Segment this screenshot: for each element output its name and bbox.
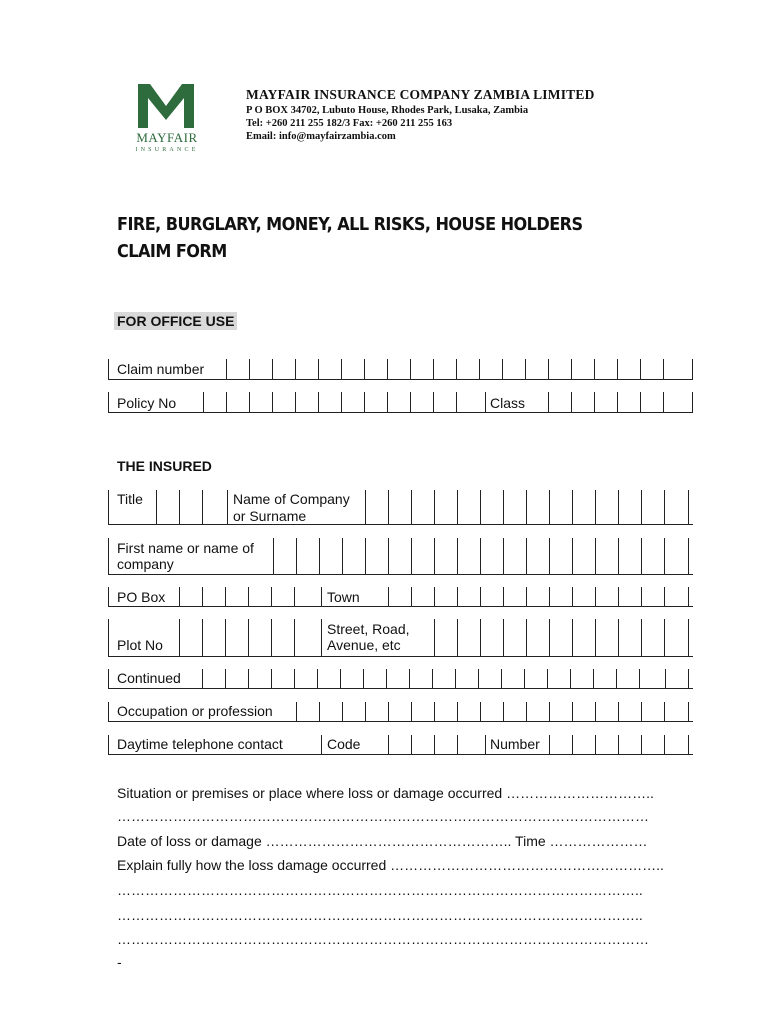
grid-cell — [457, 619, 458, 656]
grid-cell — [571, 392, 572, 412]
grid-cell — [503, 490, 504, 524]
grid-cell — [410, 359, 411, 379]
grid-cell — [411, 538, 412, 574]
mayfair-m-icon — [138, 84, 194, 128]
grid-cell — [548, 359, 549, 379]
grid-cell — [480, 490, 481, 524]
policy-no-label: Policy No — [117, 395, 177, 411]
form-title-line2: CLAIM FORM — [117, 242, 227, 262]
grid-cell — [572, 490, 573, 524]
grid-cell — [203, 392, 204, 412]
grid-cell — [595, 587, 596, 606]
grid-cell — [387, 359, 388, 379]
grid-cell — [688, 669, 689, 688]
grid-cell — [434, 538, 435, 574]
grid-cell — [202, 490, 203, 524]
mayfair-logo — [124, 84, 210, 158]
grid-cell — [364, 359, 365, 379]
grid-cell — [340, 669, 341, 688]
grid-cell — [434, 702, 435, 721]
grid-cell — [595, 490, 596, 524]
grid-cell — [641, 735, 642, 754]
code-label: Code — [327, 736, 361, 752]
first-name-label-2: company — [117, 556, 174, 572]
first-name-label-1: First name or name of — [117, 540, 254, 556]
grid-cell — [388, 490, 389, 524]
form-title-line1: FIRE, BURGLARY, MONEY, ALL RISKS, HOUSE HOLDERS — [117, 215, 583, 235]
grid-cell — [480, 619, 481, 656]
grid-cell — [663, 392, 664, 412]
grid-cell — [249, 359, 250, 379]
grid-cell — [595, 619, 596, 656]
grid-cell — [455, 669, 456, 688]
grid-cell — [295, 392, 296, 412]
grid-cell — [617, 359, 618, 379]
grid-cell — [410, 392, 411, 412]
grid-cell — [226, 359, 227, 379]
grid-cell — [503, 538, 504, 574]
company-email: Email: info@mayfairzambia.com — [246, 131, 396, 142]
grid-cell — [549, 735, 550, 754]
grid-cell — [526, 619, 527, 656]
title-label: Title — [117, 491, 143, 507]
grid-cell — [318, 359, 319, 379]
grid-cell — [595, 702, 596, 721]
grid-cell — [665, 669, 666, 688]
grid-cell — [480, 702, 481, 721]
situation-field[interactable]: Situation or premises or place where loss or damage occurred ………………………….. — [117, 785, 654, 801]
grid-cell — [225, 619, 226, 656]
grid-cell — [664, 490, 665, 524]
grid-cell — [457, 702, 458, 721]
grid-cell — [478, 669, 479, 688]
situation-field-continued[interactable]: …………………………………………………………………………………………………… — [117, 808, 649, 824]
grid-cell — [571, 359, 572, 379]
grid-cell — [549, 490, 550, 524]
town-label: Town — [327, 589, 360, 605]
po-box-label: PO Box — [117, 589, 166, 605]
occupation-label: Occupation or profession — [117, 703, 273, 719]
grid-cell — [342, 702, 343, 721]
grid-cell — [641, 619, 642, 656]
grid-cell — [457, 490, 458, 524]
grid-cell — [688, 587, 689, 606]
grid-cell — [271, 669, 272, 688]
grid-cell — [641, 702, 642, 721]
grid-cell — [618, 587, 619, 606]
grid-cell — [365, 702, 366, 721]
grid-cell — [570, 669, 571, 688]
grid-cell — [433, 359, 434, 379]
grid-cell — [225, 669, 226, 688]
grid-cell — [225, 587, 226, 606]
occupation-row[interactable] — [108, 702, 693, 722]
grid-cell — [294, 587, 295, 606]
grid-cell — [365, 538, 366, 574]
name-company-label-1: Name of Company — [233, 491, 350, 507]
grid-cell — [271, 587, 272, 606]
continued-label: Continued — [117, 670, 181, 686]
grid-cell — [202, 669, 203, 688]
grid-cell — [663, 359, 664, 379]
grid-cell — [618, 702, 619, 721]
grid-cell — [202, 587, 203, 606]
grid-cell — [502, 359, 503, 379]
policy-row[interactable] — [108, 392, 693, 413]
grid-cell — [526, 490, 527, 524]
grid-cell — [248, 669, 249, 688]
grid-cell — [387, 392, 388, 412]
grid-cell — [501, 669, 502, 688]
company-phone: Tel: +260 211 255 182/3 Fax: +260 211 255 163 — [246, 118, 453, 129]
street-label-2: Avenue, etc — [327, 637, 401, 653]
street-label-1: Street, Road, — [327, 621, 410, 637]
grid-cell — [526, 702, 527, 721]
grid-cell — [456, 392, 457, 412]
grid-cell — [388, 538, 389, 574]
grid-cell — [321, 619, 322, 656]
grid-cell — [409, 669, 410, 688]
grid-cell — [549, 538, 550, 574]
grid-cell — [273, 538, 274, 574]
number-label: Number — [490, 736, 540, 752]
grid-cell — [549, 587, 550, 606]
grid-cell — [272, 359, 273, 379]
explain-line-2[interactable]: ………………………………………………………………………………………………….. — [117, 907, 643, 923]
office-use-heading: FOR OFFICE USE — [114, 312, 237, 330]
grid-cell — [525, 359, 526, 379]
grid-cell — [688, 538, 689, 574]
grid-cell — [202, 619, 203, 656]
grid-cell — [295, 359, 296, 379]
grid-cell — [294, 619, 295, 656]
grid-cell — [616, 669, 617, 688]
grid-cell — [296, 538, 297, 574]
grid-cell — [179, 619, 180, 656]
grid-cell — [594, 392, 595, 412]
grid-cell — [479, 359, 480, 379]
explain-field[interactable]: Explain fully how the loss damage occurred ………………………………………………….. — [117, 857, 664, 873]
grid-cell — [618, 538, 619, 574]
grid-cell — [248, 619, 249, 656]
grid-cell — [593, 669, 594, 688]
grid-cell — [640, 359, 641, 379]
grid-cell — [457, 538, 458, 574]
grid-cell — [319, 538, 320, 574]
po-box-town-row[interactable] — [108, 587, 693, 607]
grid-cell — [594, 359, 595, 379]
explain-line-1[interactable]: ………………………………………………………………………………………………….. — [117, 882, 643, 898]
claim-number-label: Claim number — [117, 361, 205, 377]
grid-cell — [411, 490, 412, 524]
grid-cell — [272, 392, 273, 412]
daytime-phone-label: Daytime telephone contact — [117, 736, 283, 752]
title-name-row[interactable] — [108, 490, 693, 525]
company-header — [246, 87, 595, 142]
first-name-row[interactable] — [108, 538, 693, 575]
logo-brand: MAYFAIR — [136, 130, 198, 145]
grid-cell — [433, 392, 434, 412]
grid-cell — [434, 587, 435, 606]
grid-cell — [434, 619, 435, 656]
grid-cell — [317, 669, 318, 688]
grid-cell — [294, 669, 295, 688]
grid-cell — [434, 490, 435, 524]
grid-cell — [457, 587, 458, 606]
grid-cell — [664, 735, 665, 754]
grid-cell — [411, 735, 412, 754]
grid-cell — [456, 359, 457, 379]
grid-cell — [480, 587, 481, 606]
grid-cell — [572, 735, 573, 754]
grid-cell — [318, 392, 319, 412]
grid-cell — [664, 587, 665, 606]
grid-cell — [321, 587, 322, 606]
grid-cell — [526, 587, 527, 606]
grid-cell — [547, 669, 548, 688]
grid-cell — [549, 702, 550, 721]
grid-cell — [363, 669, 364, 688]
grid-cell — [618, 619, 619, 656]
grid-cell — [503, 702, 504, 721]
grid-cell — [572, 587, 573, 606]
grid-cell — [641, 538, 642, 574]
company-name: MAYFAIR INSURANCE COMPANY ZAMBIA LIMITED — [246, 87, 595, 102]
grid-cell — [688, 735, 689, 754]
grid-cell — [480, 538, 481, 574]
grid-cell — [249, 392, 250, 412]
grid-cell — [457, 735, 458, 754]
grid-cell — [156, 490, 157, 524]
grid-cell — [179, 587, 180, 606]
grid-cell — [664, 619, 665, 656]
grid-cell — [485, 392, 486, 412]
grid-cell — [388, 587, 389, 606]
logo-sub: INSURANCE — [135, 147, 199, 153]
claim-number-row[interactable] — [108, 359, 693, 380]
company-address: P O BOX 34702, Lubuto House, Rhodes Park, Lusaka, Zambia — [246, 105, 529, 116]
grid-cell — [227, 490, 228, 524]
grid-cell — [524, 669, 525, 688]
grid-cell — [526, 538, 527, 574]
grid-cell — [432, 669, 433, 688]
grid-cell — [271, 619, 272, 656]
grid-cell — [386, 669, 387, 688]
explain-line-3[interactable]: …………………………………………………………………………………………………… — [117, 931, 649, 947]
plot-no-label: Plot No — [117, 637, 163, 653]
grid-cell — [688, 619, 689, 656]
grid-cell — [664, 702, 665, 721]
grid-cell — [341, 359, 342, 379]
grid-cell — [388, 735, 389, 754]
grid-cell — [639, 669, 640, 688]
grid-cell — [503, 619, 504, 656]
continued-row[interactable] — [108, 669, 693, 689]
grid-cell — [618, 735, 619, 754]
date-of-loss-field[interactable]: Date of loss or damage …………………………………………….. Time ………………… — [117, 833, 648, 849]
grid-cell — [572, 619, 573, 656]
grid-cell — [641, 587, 642, 606]
grid-cell — [618, 490, 619, 524]
grid-cell — [664, 538, 665, 574]
grid-cell — [692, 359, 693, 379]
name-company-label-2: or Surname — [233, 508, 307, 524]
grid-cell — [364, 392, 365, 412]
grid-cell — [641, 490, 642, 524]
grid-cell — [688, 490, 689, 524]
grid-cell — [688, 702, 689, 721]
grid-cell — [434, 735, 435, 754]
form-title — [117, 212, 583, 266]
insured-heading: THE INSURED — [117, 458, 212, 474]
grid-cell — [595, 538, 596, 574]
daytime-phone-row[interactable] — [108, 735, 693, 755]
grid-cell — [341, 392, 342, 412]
grid-cell — [179, 490, 180, 524]
trailing-dash: - — [117, 954, 122, 970]
class-label: Class — [490, 395, 526, 411]
grid-cell — [617, 392, 618, 412]
grid-cell — [692, 392, 693, 412]
grid-cell — [226, 392, 227, 412]
grid-cell — [640, 392, 641, 412]
grid-cell — [548, 392, 549, 412]
grid-cell — [248, 587, 249, 606]
plot-street-row[interactable] — [108, 619, 693, 657]
grid-cell — [319, 702, 320, 721]
grid-cell — [549, 619, 550, 656]
grid-cell — [365, 490, 366, 524]
grid-cell — [388, 702, 389, 721]
grid-cell — [572, 538, 573, 574]
grid-cell — [572, 702, 573, 721]
grid-cell — [321, 735, 322, 754]
grid-cell — [503, 587, 504, 606]
grid-cell — [411, 702, 412, 721]
grid-cell — [595, 735, 596, 754]
grid-cell — [485, 735, 486, 754]
grid-cell — [411, 587, 412, 606]
grid-cell — [296, 702, 297, 721]
grid-cell — [342, 538, 343, 574]
